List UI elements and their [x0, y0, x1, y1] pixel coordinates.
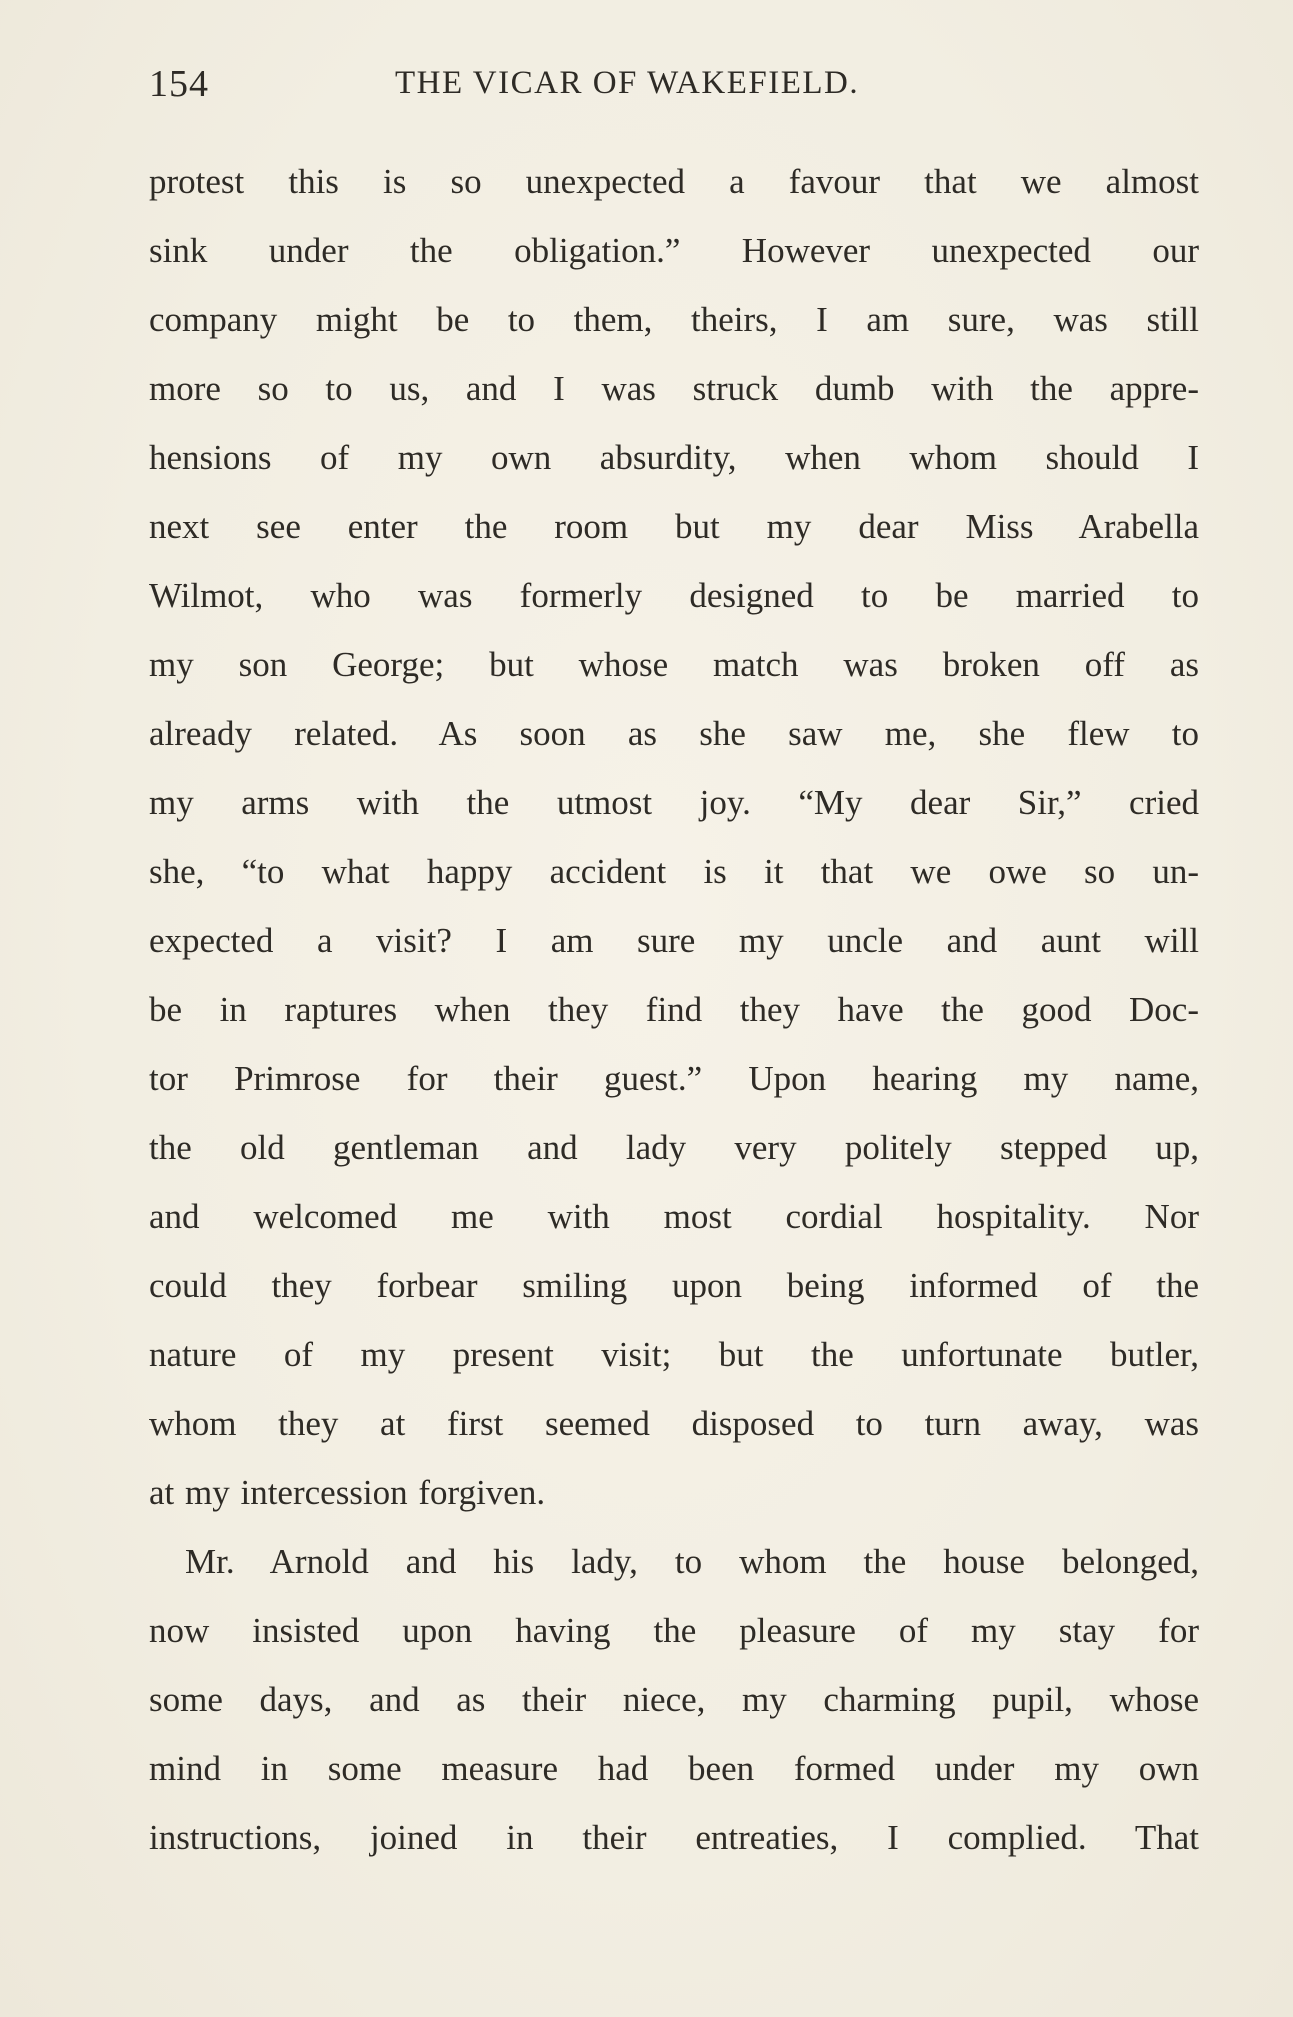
page-number: 154	[149, 63, 209, 105]
body-text	[149, 147, 1199, 1872]
text-line: nature of my present visit; but the unfortunate butler,	[149, 1335, 1199, 1374]
text-line: my son George; but whose match was broken off as	[149, 645, 1199, 684]
text-line: could they forbear smiling upon being informed of the	[149, 1266, 1199, 1305]
book-title: THE VICAR OF WAKEFIELD.	[395, 65, 860, 101]
text-line: my arms with the utmost joy. “My dear Sir,” cried	[149, 783, 1199, 822]
paragraph-2	[149, 1527, 1199, 1872]
text-line: next see enter the room but my dear Miss Arabella	[149, 507, 1199, 546]
text-line: she, “to what happy accident is it that we owe so un-	[149, 852, 1199, 891]
text-line: hensions of my own absurdity, when whom should I	[149, 438, 1199, 477]
text-line: already related. As soon as she saw me, she flew to	[149, 714, 1199, 753]
running-head	[149, 62, 1199, 112]
text-line: now insisted upon having the pleasure of my stay for	[149, 1611, 1199, 1650]
text-line: mind in some measure had been formed under my own	[149, 1749, 1199, 1788]
text-line: the old gentleman and lady very politely stepped up,	[149, 1128, 1199, 1167]
text-line: more so to us, and I was struck dumb with the appre-	[149, 369, 1199, 408]
text-line: Wilmot, who was formerly designed to be married to	[149, 576, 1199, 615]
text-line: Mr. Arnold and his lady, to whom the house belonged,	[185, 1542, 1199, 1581]
text-line: some days, and as their niece, my charming pupil, whose	[149, 1680, 1199, 1719]
text-line: and welcomed me with most cordial hospitality. Nor	[149, 1197, 1199, 1236]
paragraph-1	[149, 147, 1199, 1527]
text-line: tor Primrose for their guest.” Upon hearing my name,	[149, 1059, 1199, 1098]
text-line: sink under the obligation.” However unexpected our	[149, 231, 1199, 270]
text-line: whom they at first seemed disposed to turn away, was	[149, 1404, 1199, 1443]
text-line: instructions, joined in their entreaties, I complied. That	[149, 1818, 1199, 1857]
text-line: company might be to them, theirs, I am sure, was still	[149, 300, 1199, 339]
text-line: protest this is so unexpected a favour that we almost	[149, 162, 1199, 201]
text-line: at my intercession forgiven.	[149, 1473, 546, 1512]
text-line: be in raptures when they find they have the good Doc-	[149, 990, 1199, 1029]
text-line: expected a visit? I am sure my uncle and aunt will	[149, 921, 1199, 960]
